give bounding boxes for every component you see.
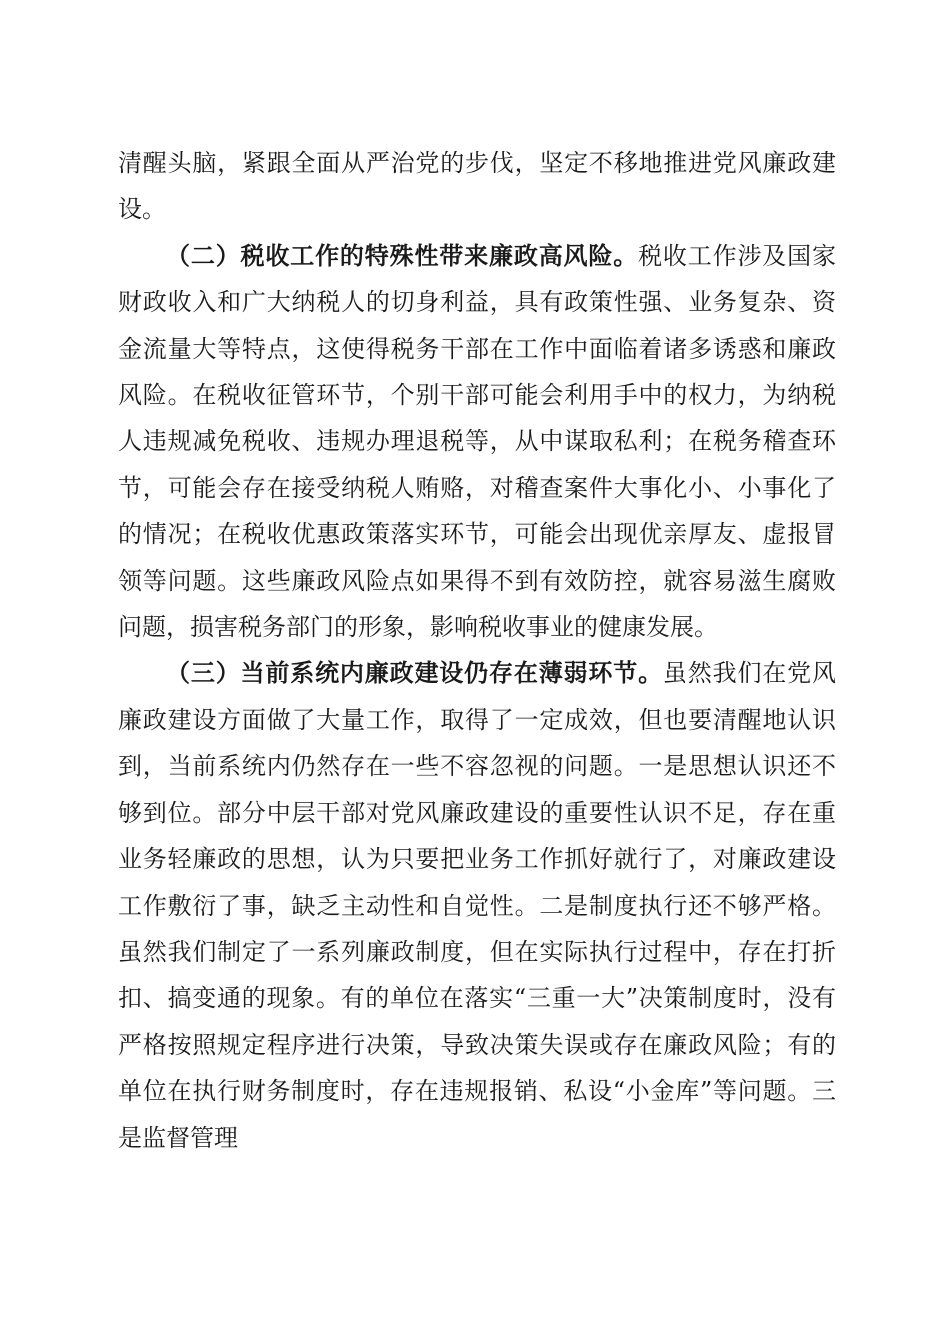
- paragraph-section-3: [118, 650, 836, 1160]
- paragraph-continuation: [118, 140, 836, 233]
- paragraph-text: 虽然我们在党风廉政建设方面做了大量工作，取得了一定成效，但也要清醒地认识到，当前系统内仍然存在一些不容忽视的问题。一是思想认识还不够到位。部分中层干部对党风廉政建设的重要性认识不足，存在重业务轻廉政的思想，认为只要把业务工作抓好就行了，对廉政建设工作敷衍了事，缺乏主动性和自觉性。二是制度执行还不够严格。虽然我们制定了一系列廉政制度，但在实际执行过程中，存在打折扣、搞变通的现象。有的单位在落实“三重一大”决策制度时，没有严格按照规定程序进行决策，导致决策失误或存在廉政风险；有的单位在执行财务制度时，存在违规报销、私设“小金库”等问题。三是监督管理: [118, 659, 836, 1152]
- paragraph-text: 清醒头脑，紧跟全面从严治党的步伐，坚定不移地推进党风廉政建设。: [118, 149, 836, 224]
- paragraph-text: 税收工作涉及国家财政收入和广大纳税人的切身利益，具有政策性强、业务复杂、资金流量大等特点，这使得税务干部在工作中面临着诸多诱惑和廉政风险。在税收征管环节，个别干部可能会利用手中的权力，为纳税人违规减免税收、违规办理退税等，从中谋取私利；在税务稽查环节，可能会存在接受纳税人贿赂，对稽查案件大事化小、小事化了的情况；在税收优惠政策落实环节，可能会出现优亲厚友、虚报冒领等问题。这些廉政风险点如果得不到有效防控，就容易滋生腐败问题，损害税务部门的形象，影响税收事业的健康发展。: [118, 241, 837, 642]
- section-heading: （三）当前系统内廉政建设仍存在薄弱环节。: [166, 658, 663, 688]
- paragraph-section-2: [118, 233, 836, 651]
- section-heading: （二）税收工作的特殊性带来廉政高风险。: [166, 240, 639, 270]
- document-body: [118, 140, 836, 1161]
